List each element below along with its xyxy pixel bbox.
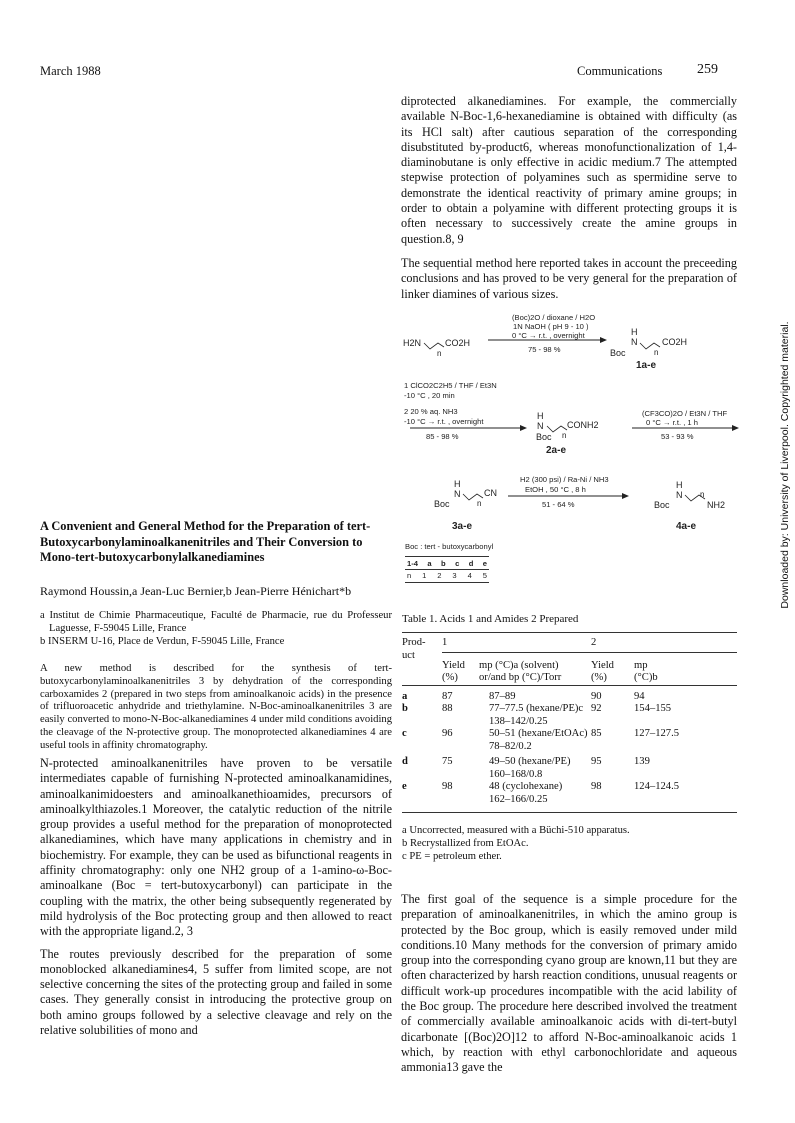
table-caption: Table 1. Acids 1 and Amides 2 Prepared	[402, 613, 579, 625]
table-row	[402, 781, 737, 810]
cell-yield-1: 88	[442, 703, 453, 714]
step2-condition-4: -10 °C → r.t. , overnight	[404, 417, 484, 426]
paragraph-first-goal: The first goal of the sequence is a simple procedure for the preparation of aminoalkanenitriles, in which the amino group is protected by the Boc group, which is easily removed under mild conditions.10 Many methods for the conversion of primary amido group into the corresponding cyano group are known,11 but they are often characterized by harsh reaction conditions, unusual reagents or difficult work-up procedures incompatible with the acid lability of the Boc group. The procedure here described involved the treatment of commercially available aminoalkanoic acids with di-tert-butyl dicarbonate [(Boc)2O]12 to afford N-Boc-aminoalkanoic acids 1 which, by reaction with ethyl carbonochloridate and aqueous ammonia13 gave the	[401, 892, 737, 1075]
step2-yield: 85 - 98 %	[426, 432, 459, 441]
cell-yield-2: 98	[591, 781, 602, 792]
p3-label: 3a-e	[452, 521, 473, 532]
cell-mp-1: 48 (cyclohexane) 162–166/0.25	[489, 781, 563, 805]
n-table-cell: 2	[437, 571, 442, 580]
footnote-b: b Recrystallized from EtOAc.	[402, 837, 529, 849]
table-footnotes	[402, 825, 737, 863]
step2-condition-1: 1 ClCO2C2H5 / THF / Et3N	[404, 381, 497, 390]
step2-condition-3: 2 20 % aq. NH3	[404, 407, 458, 416]
n-table-cell: 4	[467, 571, 472, 580]
n-table-cell: e	[482, 559, 487, 568]
page-number: 259	[697, 62, 718, 77]
p3-n: N	[454, 489, 461, 499]
cell-yield-1: 87	[442, 690, 453, 702]
p4-boc: Boc	[654, 500, 670, 510]
cell-product: c	[402, 728, 407, 739]
n-table-cell: c	[455, 559, 460, 568]
table-1	[402, 637, 737, 863]
p1-n: N	[631, 337, 638, 347]
table-top-rule	[402, 632, 737, 633]
n-table-cell: d	[468, 559, 474, 568]
p3-nitrile: CN	[484, 488, 497, 498]
cell-yield-2: 90	[591, 690, 602, 702]
header-product: Prod- uct	[402, 637, 426, 661]
cell-mp-1: 49–50 (hexane/PE) 160–168/0.8	[489, 756, 571, 780]
p3-n-index: n	[477, 499, 482, 508]
left-column-body	[40, 756, 392, 1038]
p1-n-index: n	[654, 348, 659, 357]
running-date: March 1988	[40, 64, 101, 78]
p2-boc: Boc	[536, 432, 552, 442]
p4-label: 4a-e	[676, 521, 697, 532]
step3-yield: 53 - 93 %	[661, 432, 694, 441]
n-table-value-row	[405, 569, 489, 582]
cell-mp-1: 87–89	[489, 690, 516, 702]
article-title: A Convenient and General Method for the Preparation of tert-Butoxycarbonylaminoalkanenitriles and Their Conversion to Mono-tert-butoxycarbonylalkanediamines	[40, 519, 371, 564]
header-yield-1: Yield (%)	[442, 652, 479, 685]
step3-condition-2: 0 °C → r.t. , 1 h	[646, 418, 698, 427]
paragraph-routes: The routes previously described for the preparation of some monoblocked alkanediamines4, 5 suffer from limited scope, are not selective concerning the sites of the protecting group and failed in some cases. They generally consist in introducing the protective group on both amino groups followed by a selective cleavage and rely on the relative solubilities of mono and	[40, 946, 392, 1038]
step1-condition-2: 1N NaOH ( pH 9 - 10 )	[513, 322, 589, 331]
abstract: A new method is described for the synthesis of tert-butoxycarbonylaminoalkanenitriles 3 by dehydration of the corresponding carboxamides 2 (prepared in two steps from aminoalkanoic acids) in the presence of trifluoroacetic anhydride and triethylamine. N-Boc-aminoalkanenitriles 3 are easily converted to mono-N-Boc-alkanediamines 4 under mild conditions avoiding the cleavage of the N-protective group. The monoprotected alkanediamines 4 are useful tools in affinity chromatography.	[40, 663, 392, 751]
cell-product: a	[402, 690, 408, 702]
footnote-c: c PE = petroleum ether.	[402, 850, 502, 862]
table-column-header	[402, 652, 737, 685]
cell-yield-1: 98	[442, 781, 453, 792]
cell-yield-2: 85	[591, 728, 602, 739]
p1-boc: Boc	[610, 348, 626, 358]
table-group-header	[402, 637, 737, 652]
table-grid	[402, 637, 737, 810]
p1-chain-bond	[638, 340, 664, 352]
p2-chain-bond	[545, 423, 571, 435]
cell-mp-1: 77–77.5 (hexane/PE)c 138–142/0.25	[489, 703, 584, 727]
header-group-2: 2	[591, 637, 597, 648]
cell-mp-2: 124–124.5	[634, 781, 680, 792]
cell-yield-2: 92	[591, 703, 602, 714]
p1-acid: CO2H	[662, 337, 688, 347]
n-table-cell: 5	[482, 571, 487, 580]
step1-condition-1: (Boc)2O / dioxane / H2O	[512, 313, 596, 322]
p4-h: H	[676, 480, 683, 490]
header-mp-1: mp (°C)a (solvent) or/and bp (°C)/Torr	[479, 652, 591, 685]
step3-condition-1: (CF3CO)2O / Et3N / THF	[642, 409, 728, 418]
n-table-cell: a	[427, 559, 432, 568]
affiliations	[40, 610, 392, 648]
p3-h: H	[454, 479, 461, 489]
n-table-cell: 1	[422, 571, 427, 580]
step2-condition-2: -10 °C , 20 min	[404, 391, 455, 400]
cell-mp-2: 94	[634, 690, 645, 702]
cell-product: e	[402, 781, 407, 792]
running-section: Communications	[577, 64, 663, 78]
p2-n: N	[537, 421, 544, 431]
cell-yield-1: 96	[442, 728, 453, 739]
download-notice-text: Downloaded by: University of Liverpool. Copyrighted material.	[779, 321, 791, 609]
start-amine: H2N	[403, 338, 422, 348]
n-table-cell: n	[407, 571, 412, 580]
right-column-top	[401, 94, 737, 302]
n-table-cell: b	[441, 559, 446, 568]
table-row	[402, 753, 737, 781]
cell-yield-1: 75	[442, 756, 453, 767]
p4-amine: NH2	[707, 500, 726, 510]
paragraph-intro: N-protected aminoalkanenitriles have proven to be versatile intermediates capable of furnishing N-protected aminoalkanamidines, aminoalkanimidoesters and aminoalkanethioamides, precursors of aminoalkylthiazoles.1 Moreover, the catalytic reduction of the nitrile group provides a useful method for the preparation of monoprotected alkanediamines, which have many applications in chemistry and in biochemistry. For example, they can be used as bifunctional reagents in affinity chromatography: only one NH2 group of a 1-amino-ω-Boc-aminoalkane (Boc = tert-butoxycarbonyl) can participate in the coupling with the matrix, the other being subsequently regenerated by mild hydrolysis of the Boc protecting group and then allowed to react with the appropriate ligand.2, 3	[40, 756, 392, 939]
p2-label: 2a-e	[546, 445, 567, 456]
n-table-header-row	[405, 557, 489, 569]
cell-mp-2: 127–127.5	[634, 728, 680, 739]
cell-product: d	[402, 756, 408, 767]
paragraph-sequential-method: The sequential method here reported takes in account the preceeding conclusions and has proved to be very general for the preparation of linker diamines of various sizes.	[401, 255, 737, 301]
n-table-cell: 1-4	[407, 559, 418, 568]
p3-boc: Boc	[434, 499, 450, 509]
p2-h: H	[537, 411, 544, 421]
header-yield-2: Yield (%)	[591, 652, 634, 685]
cell-yield-2: 95	[591, 756, 602, 767]
n-table-cell: 3	[452, 571, 457, 580]
p2-n-index: n	[562, 431, 567, 440]
p4-n-index: n	[700, 490, 705, 499]
p4-n: N	[676, 490, 683, 500]
step4-yield: 51 - 64 %	[542, 500, 575, 509]
start-n-index: n	[437, 349, 442, 358]
cell-product: b	[402, 703, 408, 714]
header-group-1: 1	[442, 637, 448, 648]
step4-condition-1: H2 (300 psi) / Ra-Ni / NH3	[520, 475, 609, 484]
affiliation-b: b INSERM U-16, Place de Verdun, F-59045 Lille, France	[40, 635, 285, 647]
start-acid: CO2H	[445, 338, 471, 348]
reaction-scheme	[400, 310, 740, 590]
p3-chain-bond	[461, 491, 487, 503]
start-chain-bond	[422, 340, 448, 352]
p2-amide: CONH2	[567, 420, 599, 430]
header-mp-2: mp (°C)b	[634, 652, 737, 685]
paragraph-diprotected: diprotected alkanediamines. For example, the commercially available N-Boc-1,6-hexanediamine is obtained with difficulty (as its HCl salt) after cautious separation of the corresponding disubstituted by-product6, whereas monofunctionalization of 1,4-diaminobutane is only effective in acidic medium.7 The attempted stepwise protection of polyamines such as spermidine serve to demonstrate the identical reactivity of primary amine groups; in order to obtain a polyamine with different protecting groups it is often necessary to successively create the amine groups in question.8, 9	[401, 94, 737, 246]
table-row	[402, 703, 737, 728]
affiliation-a: a Institut de Chimie Pharmaceutique, Faculté de Pharmacie, rue du Professeur Laguesse, F-59045 Lille, France	[40, 610, 392, 634]
download-notice	[775, 240, 795, 690]
step1-yield: 75 - 98 %	[528, 345, 561, 354]
table-row	[402, 685, 737, 703]
cell-mp-1: 50–51 (hexane/EtOAc) 78–82/0.2	[489, 728, 588, 752]
footnote-a: a Uncorrected, measured with a Büchi-510 apparatus.	[402, 825, 630, 836]
article-authors: Raymond Houssin,a Jean-Luc Bernier,b Jean-Pierre Hénichart*b	[40, 584, 352, 598]
n-value-table	[405, 556, 489, 583]
p1-h: H	[631, 327, 638, 337]
cell-mp-2: 154–155	[634, 703, 672, 714]
step1-condition-3: 0 °C → r.t. , overnight	[512, 331, 585, 340]
table-bottom-rule	[402, 812, 737, 813]
p4-chain-bond	[683, 492, 709, 504]
cell-mp-2: 139	[634, 756, 650, 767]
p1-label: 1a-e	[636, 360, 657, 371]
table-row	[402, 728, 737, 753]
boc-definition: Boc : tert - butoxycarbonyl	[405, 542, 494, 551]
step4-condition-2: EtOH , 50 °C , 8 h	[525, 485, 586, 494]
